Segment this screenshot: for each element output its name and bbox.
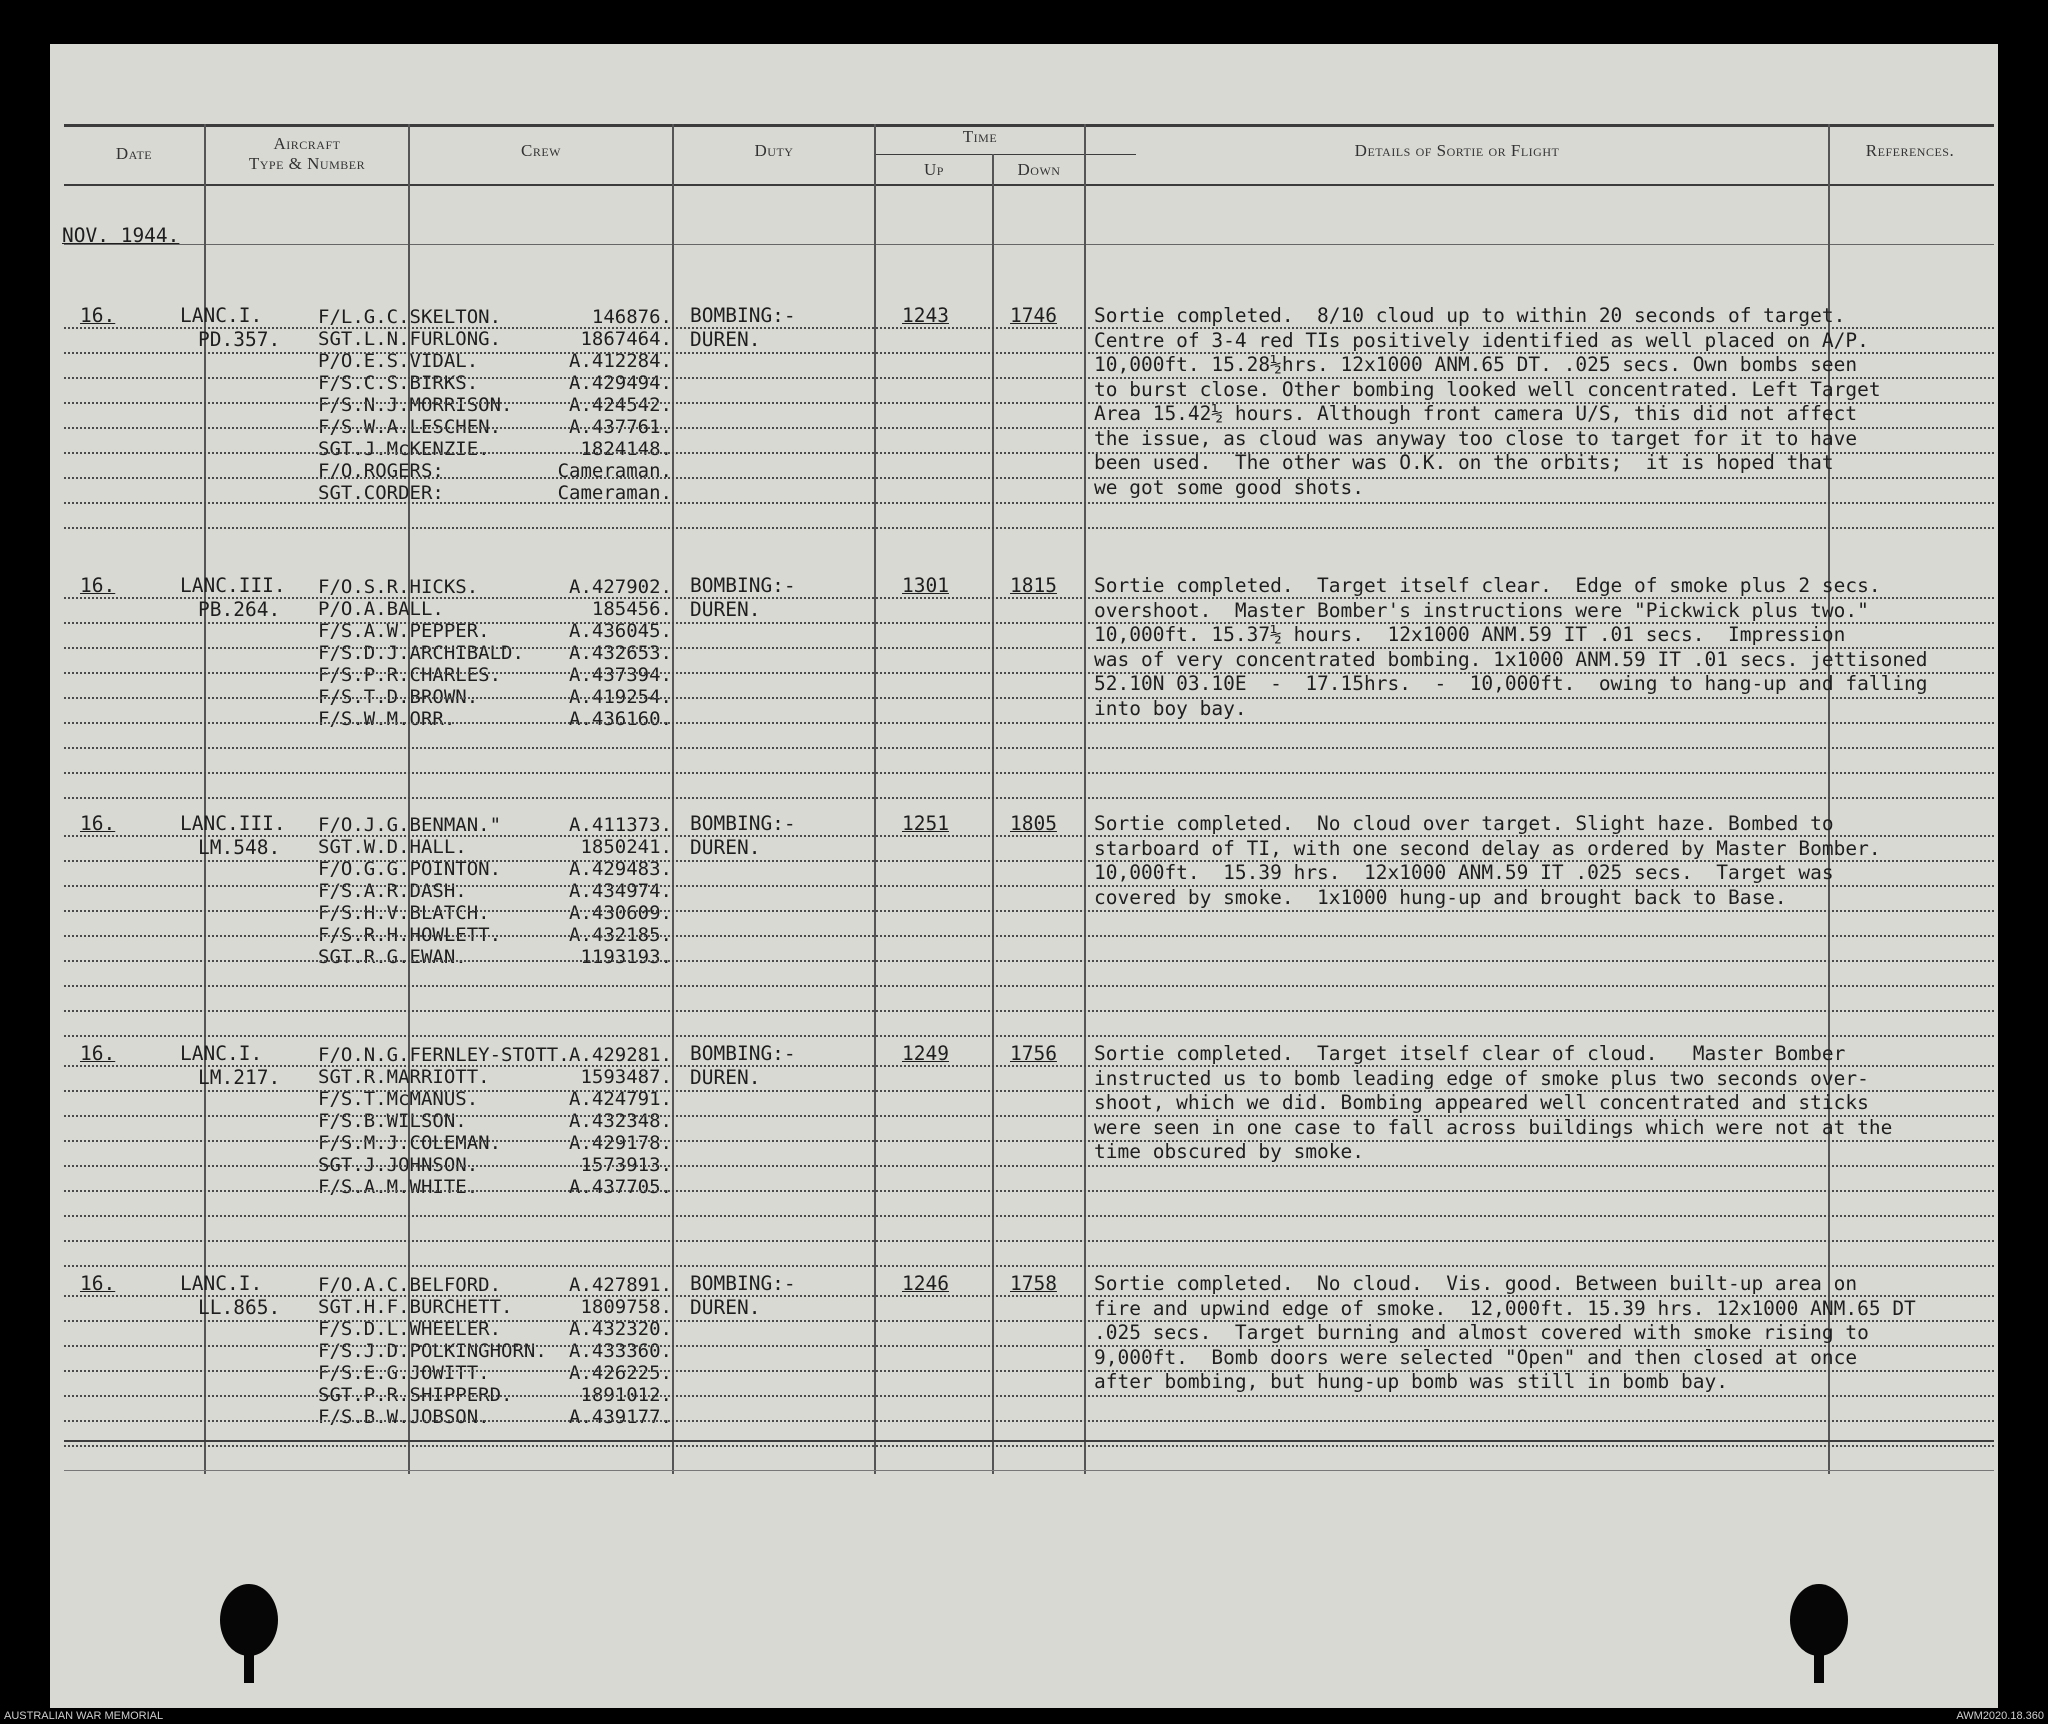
crew-member-name: SGT.L.N.FURLONG. — [318, 328, 502, 350]
binder-hole-left — [220, 1584, 278, 1656]
ruled-line — [64, 985, 1994, 987]
ruled-line — [64, 647, 1994, 649]
ruled-line — [64, 597, 1994, 599]
crew-member-name: F/S.R.H.HOWLETT. — [318, 924, 502, 946]
aircraft-type: LANC.I. — [180, 1272, 263, 1295]
footer-accession: AWM2020.18.360 — [1956, 1710, 2044, 1722]
aircraft-number: LL.865. — [198, 1296, 281, 1319]
crew-member-name: F/O.N.G.FERNLEY-STOTT. — [318, 1044, 570, 1066]
aircraft-number: PB.264. — [198, 598, 281, 621]
ruled-line — [64, 452, 1994, 454]
aircraft-type: LANC.III. — [180, 574, 286, 597]
sortie-details: Sortie completed. Target itself clear. Edge of smoke plus 2 secs. overshoot. Master Bomber's instructions were "Pickwick plus two." 10,000ft. 15.37½ hours. 12x1000 ANM.59 IT .01 secs. Impression was of very concentrated bombing. 1x1000 ANM.59 IT .01 secs. jettisoned 52.10N 03.10E - 17.15hrs. - 10,000ft. owing to hang-up and falling into boy bay. — [1094, 574, 1928, 720]
ruled-line — [64, 622, 1994, 624]
crew-member-name: F/S.P.R.CHARLES. — [318, 664, 502, 686]
ruled-line — [64, 477, 1994, 479]
time-down: 1758 — [1010, 1272, 1057, 1295]
crew-member-number: A.432320. — [569, 1318, 672, 1340]
crew-member-number: A.429281. — [569, 1044, 672, 1066]
duty-line2: DUREN. — [690, 1296, 761, 1319]
time-down: 1746 — [1010, 304, 1057, 327]
time-up: 1243 — [902, 304, 949, 327]
ruled-line — [64, 1035, 1994, 1037]
crew-member-name: SGT.W.D.HALL. — [318, 836, 467, 858]
binder-hole-right-slot — [1814, 1649, 1824, 1683]
crew-member-number: 1573913. — [580, 1154, 672, 1176]
ruled-line — [64, 772, 1994, 774]
crew-member-number: A.437394. — [569, 664, 672, 686]
header-time-up: Up — [924, 160, 944, 179]
record-sheet — [50, 44, 1998, 1708]
crew-member-name: F/S.E.G.JOWITT. — [318, 1362, 490, 1384]
crew-member-name: F/S.B.W.JOBSON. — [318, 1406, 490, 1428]
header-duty: Duty — [754, 141, 794, 160]
time-up: 1251 — [902, 812, 949, 835]
crew-member-name: SGT.CORDER: — [318, 482, 444, 504]
ruled-line — [64, 885, 1994, 887]
duty-line1: BOMBING:- — [690, 1272, 796, 1295]
month-rule — [64, 244, 1994, 245]
crew-member-name: F/S.B.WILSON. — [318, 1110, 467, 1132]
ruled-line — [64, 1215, 1994, 1217]
crew-member-name: SGT.J.JOHNSON. — [318, 1154, 479, 1176]
crew-member-name: F/S.J.D.POLKINGHORN. — [318, 1340, 547, 1362]
crew-member-number: A.432653. — [569, 642, 672, 664]
ruled-line — [64, 1345, 1994, 1347]
time-down: 1756 — [1010, 1042, 1057, 1065]
ruled-line — [64, 1240, 1994, 1242]
time-up: 1249 — [902, 1042, 949, 1065]
sortie-details: Sortie completed. No cloud. Vis. good. Between built-up area on fire and upwind edge of smoke. 12,000ft. 15.39 hrs. 12x1000 ANM.65 DT .025 secs. Target burning and almost covered with smoke rising to 9,000ft. Bomb doors were selected "Open" and then closed at once after bombing, but hung-up bomb was still in bomb bay. — [1094, 1272, 1916, 1393]
ruled-line — [64, 860, 1994, 862]
ruled-line — [64, 1320, 1994, 1322]
ruled-line — [64, 1115, 1994, 1117]
ruled-line — [64, 1065, 1994, 1067]
time-down: 1805 — [1010, 812, 1057, 835]
ruled-line — [64, 402, 1994, 404]
crew-member-number: 1193193. — [580, 946, 672, 968]
crew-member-number: A.434974. — [569, 880, 672, 902]
ruled-line — [64, 1140, 1994, 1142]
duty-line1: BOMBING:- — [690, 574, 796, 597]
crew-member-number: 1891012. — [580, 1384, 672, 1406]
crew-member-number: A.436160. — [569, 708, 672, 730]
ruled-line — [64, 527, 1994, 529]
aircraft-number: LM.217. — [198, 1066, 281, 1089]
ruled-line — [64, 747, 1994, 749]
crew-member-name: F/O.S.R.HICKS. — [318, 576, 479, 598]
ruled-line — [64, 327, 1994, 329]
aircraft-type: LANC.I. — [180, 304, 263, 327]
crew-member-name: F/S.A.R.DASH. — [318, 880, 467, 902]
sortie-date: 16. — [80, 1272, 116, 1295]
crew-member-number: A.429494. — [569, 372, 672, 394]
ruled-line — [64, 1370, 1994, 1372]
crew-member-number: Cameraman. — [557, 482, 672, 504]
ruled-line — [64, 352, 1994, 354]
time-up: 1301 — [902, 574, 949, 597]
crew-member-number: A.412284. — [569, 350, 672, 372]
ruled-line — [64, 935, 1994, 937]
duty-line2: DUREN. — [690, 836, 761, 859]
crew-member-number: A.426225. — [569, 1362, 672, 1384]
crew-member-number: A.437705. — [569, 1176, 672, 1198]
duty-line1: BOMBING:- — [690, 304, 796, 327]
crew-member-name: F/S.N.J.MORRISON. — [318, 394, 513, 416]
ruled-line — [64, 835, 1994, 837]
crew-member-name: F/S.W.M.ORR. — [318, 708, 456, 730]
crew-member-name: F/O.J.G.BENMAN." — [318, 814, 502, 836]
crew-member-name: F/O.A.C.BELFORD. — [318, 1274, 502, 1296]
binder-hole-left-slot — [244, 1649, 254, 1683]
ruled-line — [64, 1445, 1994, 1447]
crew-member-name: P/O.A.BALL. — [318, 598, 444, 620]
header-date: Date — [115, 144, 153, 163]
crew-member-number: A.436045. — [569, 620, 672, 642]
crew-member-name: F/S.A.W.PEPPER. — [318, 620, 490, 642]
duty-line1: BOMBING:- — [690, 812, 796, 835]
aircraft-type: LANC.III. — [180, 812, 286, 835]
ruled-line — [64, 697, 1994, 699]
binder-hole-right — [1790, 1584, 1848, 1656]
crew-member-name: SGT.P.R.SHIPPERD. — [318, 1384, 513, 1406]
crew-member-number: 1824148. — [580, 438, 672, 460]
header-references: References. — [1865, 141, 1955, 160]
header-aircraft — [206, 134, 408, 174]
header-aircraft-line1: Aircraft — [273, 134, 341, 153]
time-up: 1246 — [902, 1272, 949, 1295]
crew-member-name: F/S.T.McMANUS. — [318, 1088, 479, 1110]
crew-member-number: A.432348. — [569, 1110, 672, 1132]
crew-member-number: A.419254. — [569, 686, 672, 708]
crew-member-name: P/O.E.S.VIDAL. — [318, 350, 479, 372]
ruled-line — [64, 427, 1994, 429]
ruled-line — [64, 1010, 1994, 1012]
header-bottom-rule — [64, 184, 1994, 186]
crew-member-number: 185456. — [591, 598, 672, 620]
sortie-date: 16. — [80, 574, 116, 597]
duty-line1: BOMBING:- — [690, 1042, 796, 1065]
ruled-line — [64, 377, 1994, 379]
crew-member-number: Cameraman. — [557, 460, 672, 482]
sortie-details: Sortie completed. No cloud over target. Slight haze. Bombed to starboard of TI, with one second delay as ordered by Master Bomber. 10,000ft. 15.39 hrs. 12x1000 ANM.59 IT .025 secs. Target was covered by smoke. 1x1000 hung-up and brought back to Base. — [1094, 812, 1881, 909]
crew-member-number: A.429178. — [569, 1132, 672, 1154]
header-time-down: Down — [1017, 160, 1061, 179]
crew-member-number: A.429483. — [569, 858, 672, 880]
crew-member-name: F/S.M.J.COLEMAN. — [318, 1132, 502, 1154]
sortie-date: 16. — [80, 304, 116, 327]
crew-member-name: SGT.J.McKENZIE. — [318, 438, 490, 460]
duty-line2: DUREN. — [690, 1066, 761, 1089]
crew-member-name: SGT.R.G.EWAN. — [318, 946, 467, 968]
crew-member-name: SGT.H.F.BURCHETT. — [318, 1296, 513, 1318]
ruled-line — [64, 1395, 1994, 1397]
ruled-line — [64, 960, 1994, 962]
time-down: 1815 — [1010, 574, 1057, 597]
duty-line2: DUREN. — [690, 598, 761, 621]
crew-member-number: A.424791. — [569, 1088, 672, 1110]
sortie-date: 16. — [80, 1042, 116, 1065]
crew-member-name: F/S.D.J.ARCHIBALD. — [318, 642, 524, 664]
ruled-line — [64, 1165, 1994, 1167]
crew-member-number: A.437761. — [569, 416, 672, 438]
ruled-line — [64, 1295, 1994, 1297]
ruled-line — [64, 672, 1994, 674]
ruled-line — [64, 502, 1994, 504]
ruled-line — [64, 1265, 1994, 1267]
crew-member-name: SGT.R.MARRIOTT. — [318, 1066, 490, 1088]
crew-member-number: 1593487. — [580, 1066, 672, 1088]
crew-member-name: F/L.G.C.SKELTON. — [318, 306, 502, 328]
table-bottom-rule — [64, 1440, 1994, 1442]
header-time: Time — [962, 127, 998, 146]
crew-member-number: A.427891. — [569, 1274, 672, 1296]
crew-member-number: A.439177. — [569, 1406, 672, 1428]
crew-member-number: A.430609. — [569, 902, 672, 924]
ruled-line — [64, 1190, 1994, 1192]
header-aircraft-line2: Type & Number — [248, 154, 366, 173]
ruled-line — [64, 797, 1994, 799]
sortie-date: 16. — [80, 812, 116, 835]
sortie-details: Sortie completed. 8/10 cloud up to within 20 seconds of target. Centre of 3-4 red TIs positively identified as well placed on A/P. 10,000ft. 15.28½hrs. 12x1000 ANM.65 DT. .025 secs. Own bombs seen to burst close. Other bombing looked well concentrated. Left Target Area 15.42½ hours. Although front camera U/S, this did not affect the issue, as cloud was anyway too close to target for it to have been used. The other was O.K. on the orbits; it is hoped that we got some good shots. — [1094, 304, 1881, 499]
crew-member-number: 1809758. — [580, 1296, 672, 1318]
footer-institution: AUSTRALIAN WAR MEMORIAL — [4, 1710, 164, 1722]
aircraft-number: LM.548. — [198, 836, 281, 859]
crew-member-number: 146876. — [591, 306, 672, 328]
crew-member-name: F/S.A.M.WHITE. — [318, 1176, 479, 1198]
crew-member-name: F/S.D.L.WHEELER. — [318, 1318, 502, 1340]
crew-member-name: F/S.C.S.BIRKS. — [318, 372, 479, 394]
ruled-line — [64, 722, 1994, 724]
aircraft-type: LANC.I. — [180, 1042, 263, 1065]
crew-member-name: F/O.G.G.POINTON. — [318, 858, 502, 880]
crew-member-number: A.411373. — [569, 814, 672, 836]
header-details: Details of Sortie or Flight — [1354, 141, 1560, 160]
table-bottom-rule-2 — [64, 1470, 1994, 1471]
duty-line2: DUREN. — [690, 328, 761, 351]
month-label: NOV. 1944. — [62, 224, 180, 247]
crew-member-number: 1850241. — [580, 836, 672, 858]
sortie-details: Sortie completed. Target itself clear of cloud. Master Bomber instructed us to bomb leading edge of smoke plus two seconds over- shoot, which we did. Bombing appeared well concentrated and sticks were seen in one case to fall across buildings which were not at the time obscured by smoke. — [1094, 1042, 1893, 1163]
crew-member-number: A.424542. — [569, 394, 672, 416]
crew-member-number: A.433360. — [569, 1340, 672, 1362]
crew-member-number: A.427902. — [569, 576, 672, 598]
crew-member-number: 1867464. — [580, 328, 672, 350]
crew-member-name: F/S.H.V.BLATCH. — [318, 902, 490, 924]
crew-member-name: F/S.W.A.LESCHEN. — [318, 416, 502, 438]
crew-member-number: A.432185. — [569, 924, 672, 946]
header-crew: Crew — [521, 141, 561, 160]
ruled-line — [64, 910, 1994, 912]
ruled-line — [64, 1090, 1994, 1092]
aircraft-number: PD.357. — [198, 328, 281, 351]
crew-member-name: F/O.ROGERS: — [318, 460, 444, 482]
crew-member-name: F/S.T.D.BROWN. — [318, 686, 479, 708]
ruled-line — [64, 1420, 1994, 1422]
